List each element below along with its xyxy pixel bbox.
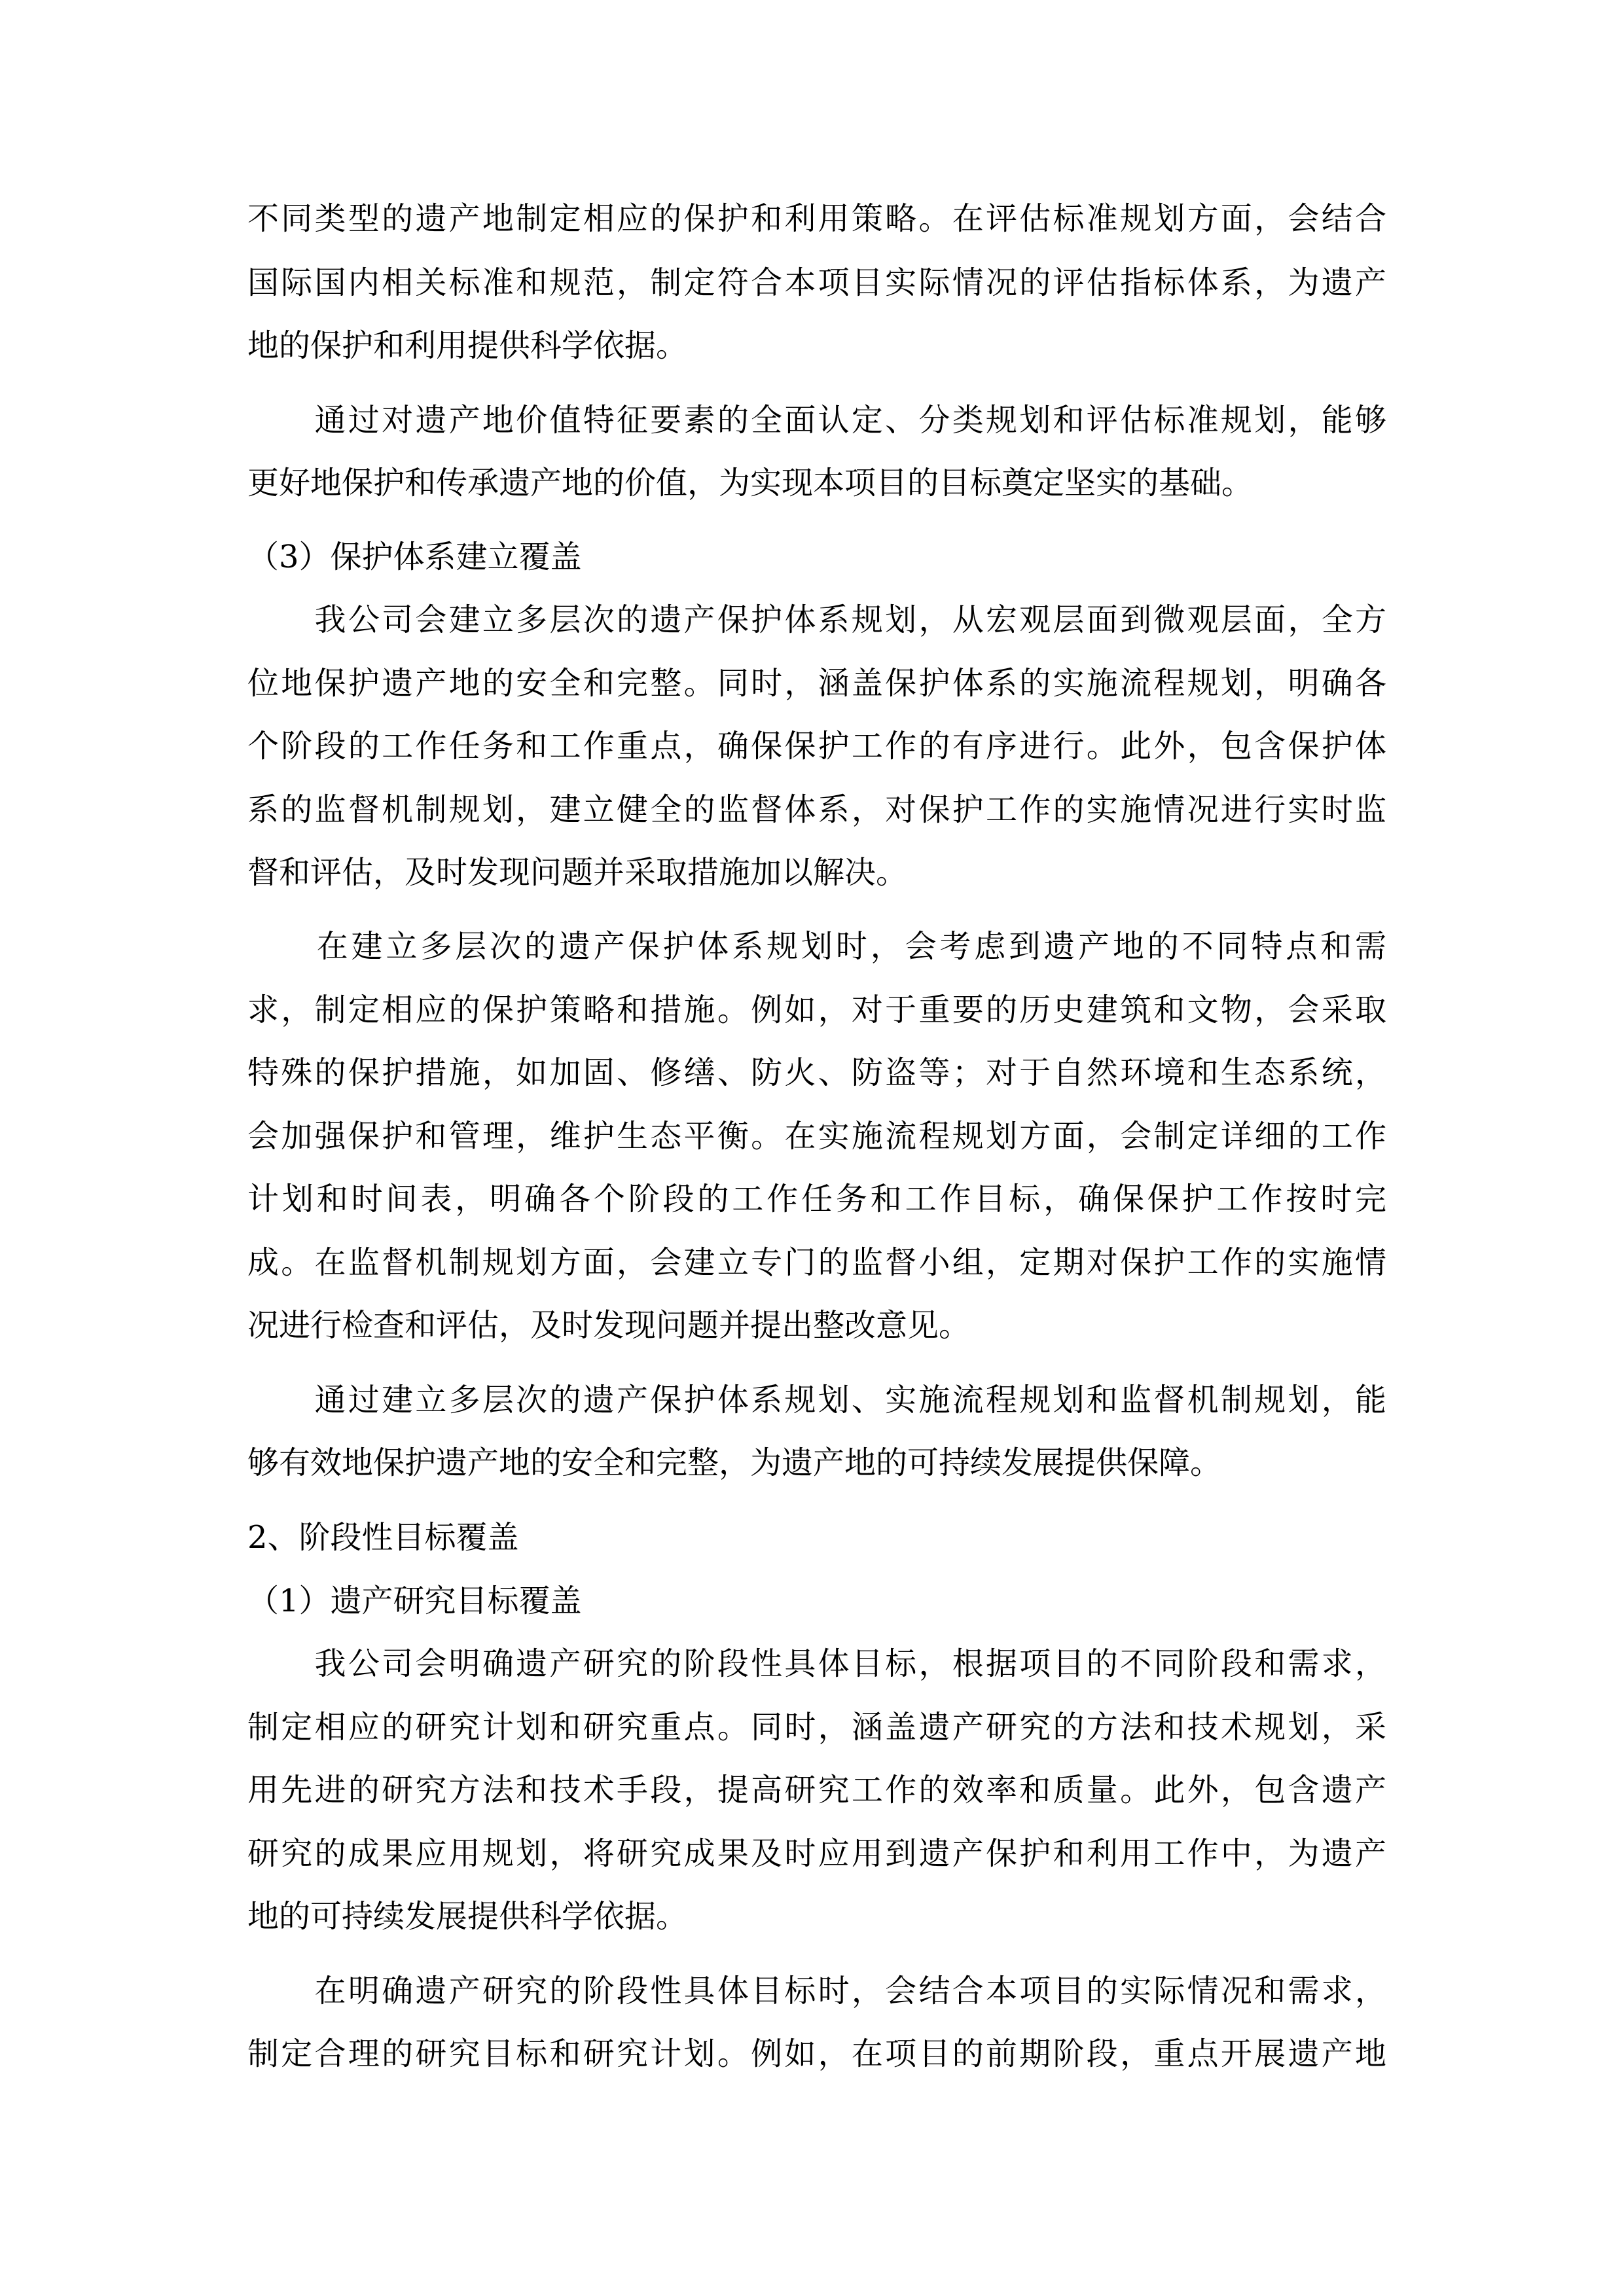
body-text-line: 会加强保护和管理，维护生态平衡。在实施流程规划方面，会制定详细的工作: [247, 1118, 1386, 1155]
body-text-line: 在建立多层次的遗产保护体系规划时，会考虑到遗产地的不同特点和需: [247, 928, 1386, 965]
body-text-line: 个阶段的工作任务和工作重点，确保保护工作的有序进行。此外，包含保护体: [247, 728, 1386, 764]
body-text-line: 通过建立多层次的遗产保护体系规划、实施流程规划和监督机制规划，能: [247, 1382, 1386, 1418]
body-text-line: 研究的成果应用规划，将研究成果及时应用到遗产保护和利用工作中，为遗产: [247, 1835, 1386, 1872]
body-text-line: 制定合理的研究目标和研究计划。例如，在项目的前期阶段，重点开展遗产地: [247, 2036, 1386, 2072]
body-text-line: 更好地保护和传承遗产地的价值，为实现本项目的目标奠定坚实的基础。: [247, 465, 1254, 501]
body-text-line: 国际国内相关标准和规范，制定符合本项目实际情况的评估指标体系，为遗产: [247, 264, 1386, 301]
body-text-line: 位地保护遗产地的安全和完整。同时，涵盖保护体系的实施流程规划，明确各: [247, 665, 1386, 702]
body-text-line: 通过对遗产地价值特征要素的全面认定、分类规划和评估标准规划，能够: [247, 402, 1386, 439]
body-text-line: 我公司会建立多层次的遗产保护体系规划，从宏观层面到微观层面，全方: [247, 601, 1386, 638]
section-heading: （3）保护体系建立覆盖: [247, 539, 582, 575]
body-text-line: 计划和时间表，明确各个阶段的工作任务和工作目标，确保保护工作按时完: [247, 1181, 1386, 1217]
body-text-line: 求，制定相应的保护策略和措施。例如，对于重要的历史建筑和文物，会采取: [247, 992, 1386, 1028]
body-text-line: 系的监督机制规划，建立健全的监督体系，对保护工作的实施情况进行实时监: [247, 791, 1386, 828]
section-heading: 2、阶段性目标覆盖: [247, 1519, 519, 1556]
subsection-heading: （1）遗产研究目标覆盖: [247, 1583, 582, 1619]
body-text-line: 特殊的保护措施，如加固、修缮、防火、防盗等；对于自然环境和生态系统，: [247, 1054, 1386, 1091]
body-text-line: 不同类型的遗产地制定相应的保护和利用策略。在评估标准规划方面，会结合: [247, 200, 1386, 237]
body-text-line: 地的保护和利用提供科学依据。: [247, 327, 688, 364]
body-text-line: 地的可持续发展提供科学依据。: [247, 1898, 688, 1935]
body-text-line: 我公司会明确遗产研究的阶段性具体目标，根据项目的不同阶段和需求，: [247, 1645, 1386, 1682]
body-text-line: 用先进的研究方法和技术手段，提高研究工作的效率和质量。此外，包含遗产: [247, 1772, 1386, 1808]
body-text-line: 制定相应的研究计划和研究重点。同时，涵盖遗产研究的方法和技术规划，采: [247, 1709, 1386, 1746]
body-text-line: 成。在监督机制规划方面，会建立专门的监督小组，定期对保护工作的实施情: [247, 1244, 1386, 1281]
body-text-line: 够有效地保护遗产地的安全和完整，为遗产地的可持续发展提供保障。: [247, 1444, 1222, 1481]
body-text-line: 在明确遗产研究的阶段性具体目标时，会结合本项目的实际情况和需求，: [247, 1973, 1386, 2009]
body-text-line: 督和评估，及时发现问题并采取措施加以解决。: [247, 854, 908, 891]
body-text-line: 况进行检查和评估，及时发现问题并提出整改意见。: [247, 1307, 971, 1344]
